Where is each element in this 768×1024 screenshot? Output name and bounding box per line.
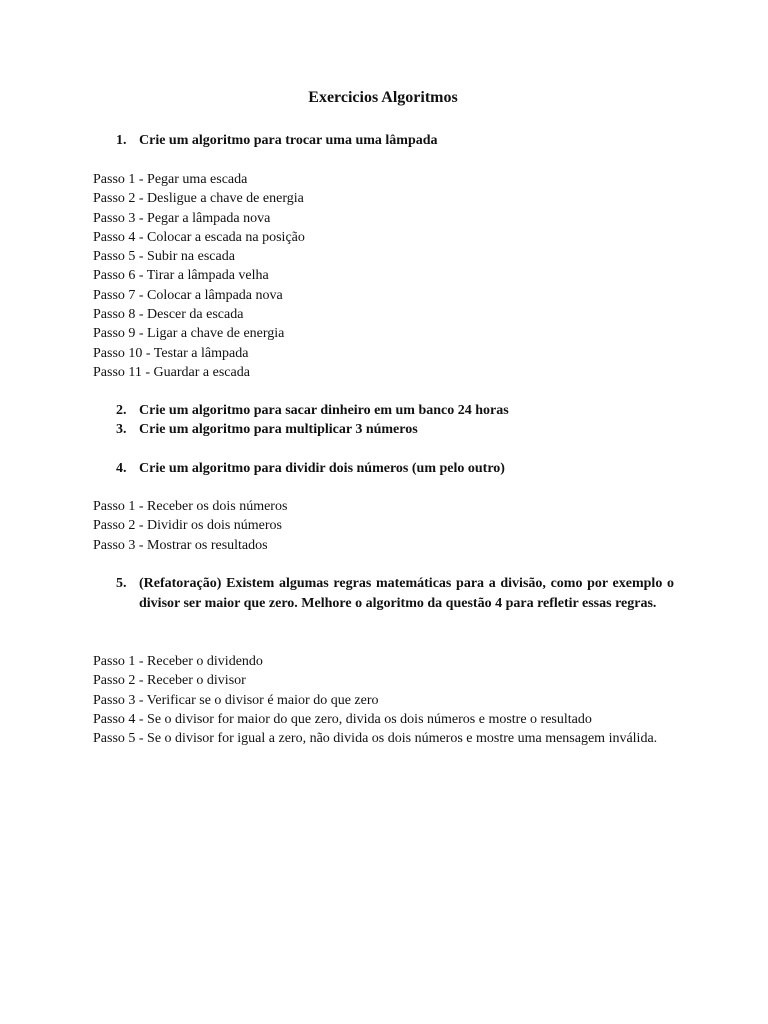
step-line: Passo 3 - Mostrar os resultados — [93, 537, 268, 553]
question-text: Crie um algoritmo para trocar uma uma lâmpada — [139, 133, 438, 148]
question-2 — [116, 401, 674, 421]
answer-4-steps — [93, 497, 675, 555]
step-line: Passo 9 - Ligar a chave de energia — [93, 326, 285, 342]
step-line: Passo 7 - Colocar a lâmpada nova — [93, 287, 283, 303]
step-line: Passo 10 - Testar a lâmpada — [93, 345, 249, 361]
question-number: 1. — [116, 133, 127, 148]
question-text: Crie um algoritmo para sacar dinheiro em um banco 24 horas — [139, 403, 509, 418]
question-number: 2. — [116, 403, 127, 418]
step-line: Passo 3 - Verificar se o divisor é maior do que zero — [93, 692, 379, 708]
answer-5-steps — [93, 652, 675, 748]
step-line: Passo 8 - Descer da escada — [93, 307, 244, 323]
question-number: 5. — [116, 576, 127, 591]
step-line: Passo 6 - Tirar a lâmpada velha — [93, 268, 269, 284]
step-line: Passo 1 - Pegar uma escada — [93, 172, 248, 187]
document-title: Exercicios Algoritmos — [308, 89, 458, 106]
step-line: Passo 1 - Receber o dividendo — [93, 654, 263, 669]
question-4 — [116, 459, 674, 479]
question-number: 3. — [116, 422, 127, 437]
step-line: Passo 4 - Se o divisor for maior do que zero, divida os dois números e mostre o resultado — [93, 711, 592, 727]
step-line: Passo 4 - Colocar a escada na posição — [93, 229, 305, 245]
question-text: Crie um algoritmo para dividir dois números (um pelo outro) — [139, 461, 505, 476]
step-line: Passo 5 - Se o divisor for igual a zero, não divida os dois números e mostre uma mensagem inválida. — [93, 731, 658, 747]
question-3 — [116, 420, 674, 440]
step-line: Passo 2 - Receber o divisor — [93, 673, 246, 689]
step-line: Passo 11 - Guardar a escada — [93, 364, 250, 380]
question-1 — [116, 131, 674, 151]
step-line: Passo 2 - Desligue a chave de energia — [93, 191, 304, 207]
question-text: Crie um algoritmo para multiplicar 3 números — [139, 422, 418, 437]
step-line: Passo 5 - Subir na escada — [93, 249, 235, 265]
step-line: Passo 3 - Pegar a lâmpada nova — [93, 210, 271, 226]
step-line: Passo 2 - Dividir os dois números — [93, 518, 282, 534]
answer-1-steps — [93, 170, 675, 382]
question-text: (Refatoração) Existem algumas regras matemáticas para a divisão, como por exemplo o divisor ser maior que zero. Melhore o algoritmo da questão 4 para refletir essas regras. — [139, 576, 674, 611]
step-line: Passo 1 - Receber os dois números — [93, 499, 288, 514]
question-number: 4. — [116, 461, 127, 476]
question-5 — [116, 574, 674, 613]
